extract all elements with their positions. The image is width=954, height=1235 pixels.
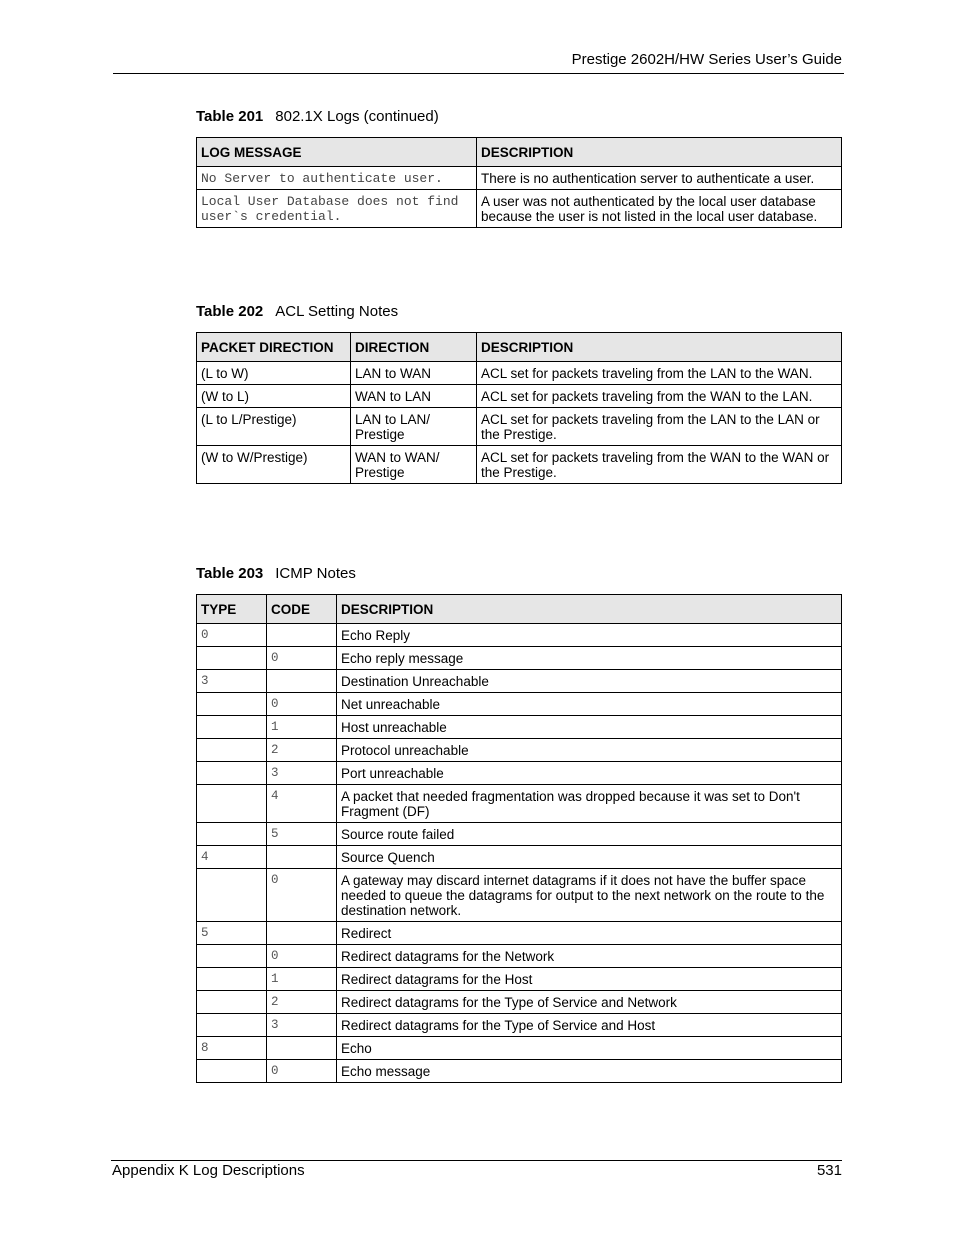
table-row <box>197 785 842 823</box>
description-cell: Redirect datagrams for the Host <box>337 968 842 991</box>
log-message-cell: No Server to authenticate user. <box>197 167 477 190</box>
table-row <box>197 190 842 228</box>
packet-direction-cell: (L to L/Prestige) <box>197 408 351 446</box>
description-cell: A packet that needed fragmentation was dropped because it was set to Don't Fragment (DF) <box>337 785 842 823</box>
type-cell <box>197 1014 267 1037</box>
table-201 <box>196 137 842 228</box>
table-row <box>197 968 842 991</box>
table-row <box>197 991 842 1014</box>
table-number: Table 203 <box>196 565 264 582</box>
code-cell: 2 <box>267 991 337 1014</box>
code-cell: 0 <box>267 693 337 716</box>
type-cell <box>197 945 267 968</box>
table-201-caption <box>196 108 439 125</box>
table-row <box>197 823 842 846</box>
table-row <box>197 846 842 869</box>
table-row <box>197 922 842 945</box>
table-row <box>197 670 842 693</box>
type-cell <box>197 785 267 823</box>
code-cell: 0 <box>267 869 337 922</box>
table-number: Table 201 <box>196 108 264 125</box>
description-cell: Redirect datagrams for the Type of Service and Host <box>337 1014 842 1037</box>
packet-direction-cell: (W to W/Prestige) <box>197 446 351 484</box>
table-header-row <box>197 595 842 624</box>
description-cell: Redirect datagrams for the Type of Service and Network <box>337 991 842 1014</box>
table-row <box>197 362 842 385</box>
table-row <box>197 762 842 785</box>
description-cell: A user was not authenticated by the local user database because the user is not listed in the local user database. <box>477 190 842 228</box>
column-header: DESCRIPTION <box>477 138 842 167</box>
code-cell: 5 <box>267 823 337 846</box>
type-cell: 3 <box>197 670 267 693</box>
type-cell <box>197 716 267 739</box>
table-row <box>197 385 842 408</box>
code-cell: 1 <box>267 716 337 739</box>
table-202-caption <box>196 303 398 320</box>
type-cell <box>197 823 267 846</box>
type-cell: 0 <box>197 624 267 647</box>
table-title: 802.1X Logs (continued) <box>275 108 439 125</box>
column-header: PACKET DIRECTION <box>197 333 351 362</box>
description-cell: Echo message <box>337 1060 842 1083</box>
code-cell: 3 <box>267 762 337 785</box>
column-header: CODE <box>267 595 337 624</box>
type-cell <box>197 762 267 785</box>
code-cell <box>267 670 337 693</box>
description-cell: ACL set for packets traveling from the LAN to the WAN. <box>477 362 842 385</box>
packet-direction-cell: (L to W) <box>197 362 351 385</box>
table-202 <box>196 332 842 484</box>
table-title: ACL Setting Notes <box>275 303 399 320</box>
type-cell <box>197 869 267 922</box>
column-header: DIRECTION <box>351 333 477 362</box>
table-row <box>197 869 842 922</box>
page-header-title: Prestige 2602H/HW Series User’s Guide <box>571 51 842 68</box>
type-cell: 4 <box>197 846 267 869</box>
description-cell: Source route failed <box>337 823 842 846</box>
code-cell: 4 <box>267 785 337 823</box>
description-cell: Protocol unreachable <box>337 739 842 762</box>
description-cell: Source Quench <box>337 846 842 869</box>
page-number: 531 <box>816 1162 842 1179</box>
log-message-cell: Local User Database does not find user`s credential. <box>197 190 477 228</box>
footer-section-title: Appendix K Log Descriptions <box>112 1162 305 1179</box>
table-number: Table 202 <box>196 303 264 320</box>
code-cell <box>267 1037 337 1060</box>
table-header-row <box>197 333 842 362</box>
packet-direction-cell: (W to L) <box>197 385 351 408</box>
table-row <box>197 739 842 762</box>
code-cell: 1 <box>267 968 337 991</box>
code-cell: 0 <box>267 1060 337 1083</box>
code-cell <box>267 922 337 945</box>
type-cell <box>197 968 267 991</box>
table-row <box>197 1060 842 1083</box>
footer-rule <box>111 1160 842 1161</box>
code-cell: 0 <box>267 647 337 670</box>
type-cell: 8 <box>197 1037 267 1060</box>
type-cell: 5 <box>197 922 267 945</box>
table-row <box>197 624 842 647</box>
description-cell: Host unreachable <box>337 716 842 739</box>
code-cell: 3 <box>267 1014 337 1037</box>
direction-cell: LAN to LAN/ Prestige <box>351 408 477 446</box>
type-cell <box>197 1060 267 1083</box>
type-cell <box>197 991 267 1014</box>
table-row <box>197 693 842 716</box>
description-cell: A gateway may discard internet datagrams if it does not have the buffer space needed to queue the datagrams for output to the next network on the route to the destination network. <box>337 869 842 922</box>
table-row <box>197 167 842 190</box>
type-cell <box>197 693 267 716</box>
type-cell <box>197 739 267 762</box>
table-row <box>197 1037 842 1060</box>
code-cell: 2 <box>267 739 337 762</box>
code-cell: 0 <box>267 945 337 968</box>
direction-cell: LAN to WAN <box>351 362 477 385</box>
code-cell <box>267 624 337 647</box>
table-row <box>197 716 842 739</box>
table-title: ICMP Notes <box>275 565 356 582</box>
column-header: TYPE <box>197 595 267 624</box>
description-cell: There is no authentication server to authenticate a user. <box>477 167 842 190</box>
description-cell: Redirect datagrams for the Network <box>337 945 842 968</box>
table-203 <box>196 594 842 1083</box>
description-cell: Echo Reply <box>337 624 842 647</box>
type-cell <box>197 647 267 670</box>
table-row <box>197 446 842 484</box>
description-cell: ACL set for packets traveling from the WAN to the WAN or the Prestige. <box>477 446 842 484</box>
table-header-row <box>197 138 842 167</box>
code-cell <box>267 846 337 869</box>
column-header: DESCRIPTION <box>477 333 842 362</box>
description-cell: ACL set for packets traveling from the WAN to the LAN. <box>477 385 842 408</box>
description-cell: Net unreachable <box>337 693 842 716</box>
description-cell: Echo reply message <box>337 647 842 670</box>
direction-cell: WAN to WAN/ Prestige <box>351 446 477 484</box>
table-203-caption <box>196 565 356 582</box>
description-cell: Destination Unreachable <box>337 670 842 693</box>
description-cell: Echo <box>337 1037 842 1060</box>
description-cell: ACL set for packets traveling from the LAN to the LAN or the Prestige. <box>477 408 842 446</box>
description-cell: Redirect <box>337 922 842 945</box>
table-row <box>197 945 842 968</box>
column-header: DESCRIPTION <box>337 595 842 624</box>
direction-cell: WAN to LAN <box>351 385 477 408</box>
table-row <box>197 1014 842 1037</box>
table-row <box>197 408 842 446</box>
column-header: LOG MESSAGE <box>197 138 477 167</box>
table-row <box>197 647 842 670</box>
header-rule <box>113 73 844 74</box>
description-cell: Port unreachable <box>337 762 842 785</box>
